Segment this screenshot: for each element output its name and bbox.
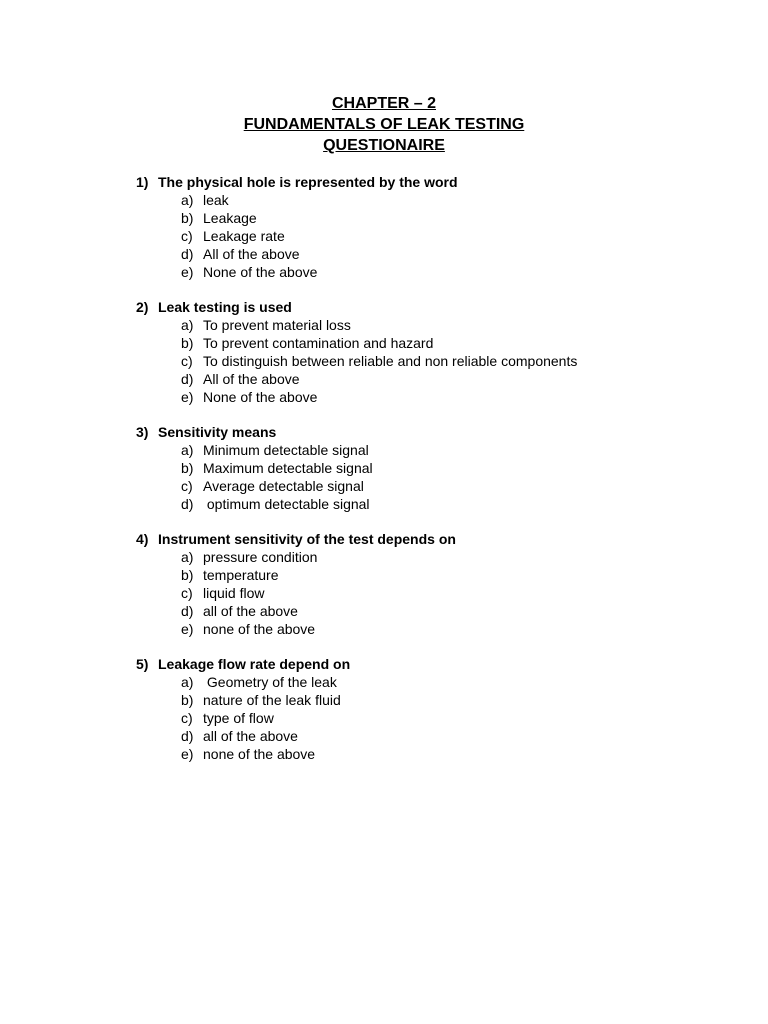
option-text: Average detectable signal — [203, 478, 364, 494]
answer-option — [136, 370, 736, 388]
answer-option — [136, 459, 736, 477]
option-letter: d) — [181, 496, 194, 512]
answer-option — [136, 602, 736, 620]
answer-option — [136, 191, 736, 209]
option-text: liquid flow — [203, 585, 265, 601]
option-text: Leakage rate — [203, 228, 285, 244]
option-text: Maximum detectable signal — [203, 460, 373, 476]
option-letter: c) — [181, 585, 193, 601]
option-letter: a) — [181, 549, 194, 565]
answer-option — [136, 477, 736, 495]
document-header — [0, 93, 768, 156]
option-text: none of the above — [203, 746, 316, 762]
option-text: All of the above — [203, 371, 300, 387]
answer-option — [136, 566, 736, 584]
chapter-heading: CHAPTER – 2 — [331, 95, 437, 112]
question-stem: Leak testing is used — [158, 299, 292, 315]
answer-option — [136, 548, 736, 566]
answer-option — [136, 334, 736, 352]
answer-option — [136, 209, 736, 227]
option-text: To distinguish between reliable and non reliable components — [203, 353, 578, 369]
question-2 — [136, 298, 736, 406]
question-text — [136, 655, 736, 673]
option-letter: d) — [181, 371, 194, 387]
option-letter: a) — [181, 317, 194, 333]
answer-option — [136, 352, 736, 370]
question-stem: The physical hole is represented by the word — [158, 174, 458, 190]
option-text: pressure condition — [203, 549, 318, 565]
option-letter: d) — [181, 603, 194, 619]
answer-option — [136, 709, 736, 727]
answer-option — [136, 727, 736, 745]
option-letter: b) — [181, 692, 194, 708]
answer-option — [136, 227, 736, 245]
option-text: Geometry of the leak — [203, 674, 337, 690]
option-letter: a) — [181, 442, 194, 458]
option-text: optimum detectable signal — [203, 496, 370, 512]
option-text: None of the above — [203, 264, 318, 280]
option-text: temperature — [203, 567, 279, 583]
question-number: 3) — [136, 424, 149, 440]
question-3 — [136, 423, 736, 513]
option-letter: e) — [181, 389, 194, 405]
option-letter: c) — [181, 478, 193, 494]
option-text: Minimum detectable signal — [203, 442, 369, 458]
answer-option — [136, 388, 736, 406]
option-text: type of flow — [203, 710, 274, 726]
option-text: To prevent contamination and hazard — [203, 335, 434, 351]
answer-option — [136, 441, 736, 459]
option-letter: b) — [181, 567, 194, 583]
question-1 — [136, 173, 736, 281]
answer-option — [136, 245, 736, 263]
answer-option — [136, 620, 736, 638]
answer-option — [136, 316, 736, 334]
option-letter: c) — [181, 228, 193, 244]
option-letter: a) — [181, 674, 194, 690]
option-text: leak — [203, 192, 229, 208]
option-letter: e) — [181, 621, 194, 637]
option-text: none of the above — [203, 621, 316, 637]
option-letter: b) — [181, 335, 194, 351]
answer-option — [136, 495, 736, 513]
question-text — [136, 530, 736, 548]
answer-option — [136, 673, 736, 691]
question-4 — [136, 530, 736, 638]
option-letter: b) — [181, 210, 194, 226]
question-number: 4) — [136, 531, 149, 547]
chapter-title: FUNDAMENTALS OF LEAK TESTING — [243, 116, 525, 133]
option-letter: c) — [181, 353, 193, 369]
question-text — [136, 423, 736, 441]
option-text: Leakage — [203, 210, 257, 226]
option-text: all of the above — [203, 603, 298, 619]
option-letter: d) — [181, 728, 194, 744]
option-letter: a) — [181, 192, 194, 208]
option-text: To prevent material loss — [203, 317, 351, 333]
option-text: nature of the leak fluid — [203, 692, 341, 708]
answer-option — [136, 584, 736, 602]
option-letter: c) — [181, 710, 193, 726]
question-stem: Sensitivity means — [158, 424, 277, 440]
option-text: all of the above — [203, 728, 298, 744]
question-number: 2) — [136, 299, 149, 315]
answer-option — [136, 691, 736, 709]
option-text: None of the above — [203, 389, 318, 405]
option-letter: b) — [181, 460, 194, 476]
option-letter: d) — [181, 246, 194, 262]
option-letter: e) — [181, 746, 194, 762]
answer-option — [136, 745, 736, 763]
question-text — [136, 298, 736, 316]
question-text — [136, 173, 736, 191]
question-stem: Instrument sensitivity of the test depends on — [158, 531, 456, 547]
question-number: 1) — [136, 174, 149, 190]
option-letter: e) — [181, 264, 194, 280]
questionnaire-heading: QUESTIONAIRE — [323, 137, 445, 154]
question-stem: Leakage flow rate depend on — [158, 656, 351, 672]
option-text: All of the above — [203, 246, 300, 262]
answer-option — [136, 263, 736, 281]
question-5 — [136, 655, 736, 763]
question-number: 5) — [136, 656, 149, 672]
